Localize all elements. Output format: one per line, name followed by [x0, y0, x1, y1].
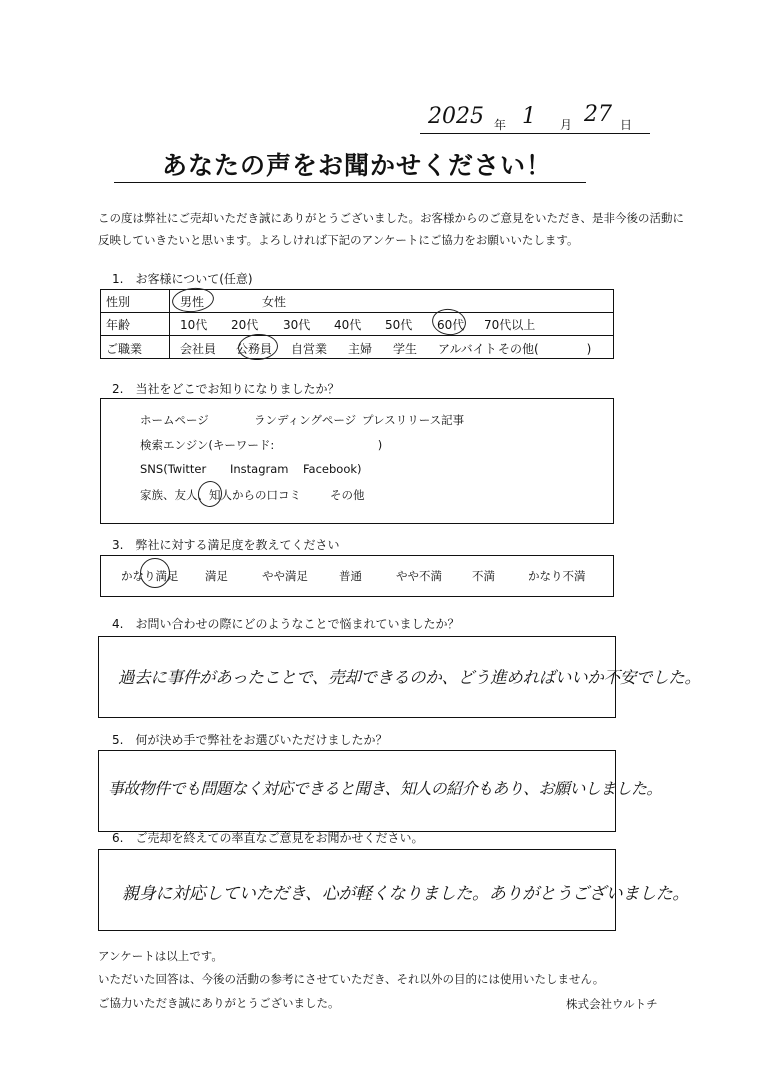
q3-option-somewhat-satisfied[interactable]: やや満足 [262, 569, 308, 583]
date-day-unit: 日 [620, 118, 633, 132]
date-year: 2025 [428, 104, 484, 129]
job-option-student[interactable]: 学生 [393, 342, 418, 356]
intro-line-1: この度は弊社にご売却いただき誠にありがとうございました。お客様からのご意見をいただき、是非今後の活動に [98, 211, 685, 225]
date-month: 1 [522, 104, 536, 129]
q2-option-press[interactable]: プレスリリース記事 [362, 413, 465, 427]
job-option-other[interactable]: その他( ) [498, 342, 592, 356]
gender-option-female[interactable]: 女性 [262, 295, 287, 309]
q2-option-homepage[interactable]: ホームページ [140, 413, 209, 427]
q1-heading: 1. お客様について(任意) [112, 272, 253, 286]
intro-line-2: 反映していきたいと思います。よろしければ下記のアンケートにご協力をお願いいたします。 [98, 233, 579, 247]
gender-label: 性別 [106, 295, 131, 309]
q3-option-satisfied[interactable]: 満足 [205, 569, 228, 583]
q4-answer: 過去に事件があったことで、売却できるのか、どう進めればいいか不安でした。 [118, 668, 701, 687]
q2-option-referral[interactable]: 家族、友人、知人からの口コミ [140, 488, 301, 502]
age-option-70plus[interactable]: 70代以上 [484, 318, 536, 332]
q3-option-dissatisfied[interactable]: 不満 [472, 569, 495, 583]
q2-option-other[interactable]: その他 [330, 488, 365, 502]
q2-option-sns-instagram[interactable]: Instagram [230, 462, 289, 476]
q1-row-divider-2 [101, 335, 613, 336]
age-option-20s[interactable]: 20代 [231, 318, 259, 332]
q2-heading: 2. 当社をどこでお知りになりましたか？ [112, 382, 340, 396]
job-option-company[interactable]: 会社員 [180, 342, 217, 356]
job-label: ご職業 [106, 342, 143, 356]
footer-line-3: ご協力いただき誠にありがとうございました。 [98, 996, 340, 1010]
company-name: 株式会社ウルトチ [566, 997, 658, 1011]
q3-option-very-satisfied[interactable]: かなり満足 [121, 569, 179, 583]
footer-line-1: アンケートは以上です。 [98, 949, 223, 963]
q2-option-search[interactable]: 検索エンジン(キーワード: ) [140, 438, 383, 452]
age-option-30s[interactable]: 30代 [283, 318, 311, 332]
q6-answer: 親身に対応していただき、心が軽くなりました。ありがとうございました。 [122, 884, 690, 904]
job-option-self[interactable]: 自営業 [291, 342, 328, 356]
job-option-parttime[interactable]: アルバイト [438, 342, 497, 356]
q3-option-very-dissatisfied[interactable]: かなり不満 [528, 569, 586, 583]
q6-heading: 6. ご売却を終えての率直なご意見をお聞かせください。 [112, 831, 424, 845]
job-option-housewife[interactable]: 主婦 [348, 342, 373, 356]
date-day: 27 [584, 102, 612, 127]
date-underline [420, 133, 650, 134]
title-underline [114, 182, 586, 183]
q5-heading: 5. 何が決め手で弊社をお選びいただけましたか？ [112, 733, 388, 747]
age-option-10s[interactable]: 10代 [180, 318, 208, 332]
date-month-unit: 月 [560, 118, 573, 132]
age-option-50s[interactable]: 50代 [385, 318, 413, 332]
age-option-40s[interactable]: 40代 [334, 318, 362, 332]
q3-heading: 3. 弊社に対する満足度を教えてください [112, 538, 340, 552]
age-option-60s[interactable]: 60代 [437, 318, 465, 332]
q1-col-divider [169, 290, 170, 358]
q5-answer: 事故物件でも問題なく対応できると聞き、知人の紹介もあり、お願いしました。 [108, 779, 662, 798]
gender-option-male[interactable]: 男性 [180, 295, 205, 309]
date-year-unit: 年 [494, 118, 507, 132]
q3-option-somewhat-dissatisfied[interactable]: やや不満 [396, 569, 442, 583]
job-option-civil[interactable]: 公務員 [236, 342, 273, 356]
age-label: 年齢 [106, 318, 131, 332]
q4-heading: 4. お問い合わせの際にどのようなことで悩まれていましたか？ [112, 617, 460, 631]
q2-option-landing[interactable]: ランディングページ [254, 413, 357, 427]
q2-option-sns-facebook[interactable]: Facebook) [303, 462, 362, 476]
page-title: あなたの声をお聞かせください！ [162, 151, 553, 180]
q2-option-sns-twitter[interactable]: SNS(Twitter [140, 462, 207, 476]
q3-option-neutral[interactable]: 普通 [339, 569, 362, 583]
footer-line-2: いただいた回答は、今後の活動の参考にさせていただき、それ以外の目的には使用いたしません。 [98, 972, 605, 986]
q3-very-satisfied-circle [140, 558, 170, 588]
q1-row-divider-1 [101, 312, 613, 313]
